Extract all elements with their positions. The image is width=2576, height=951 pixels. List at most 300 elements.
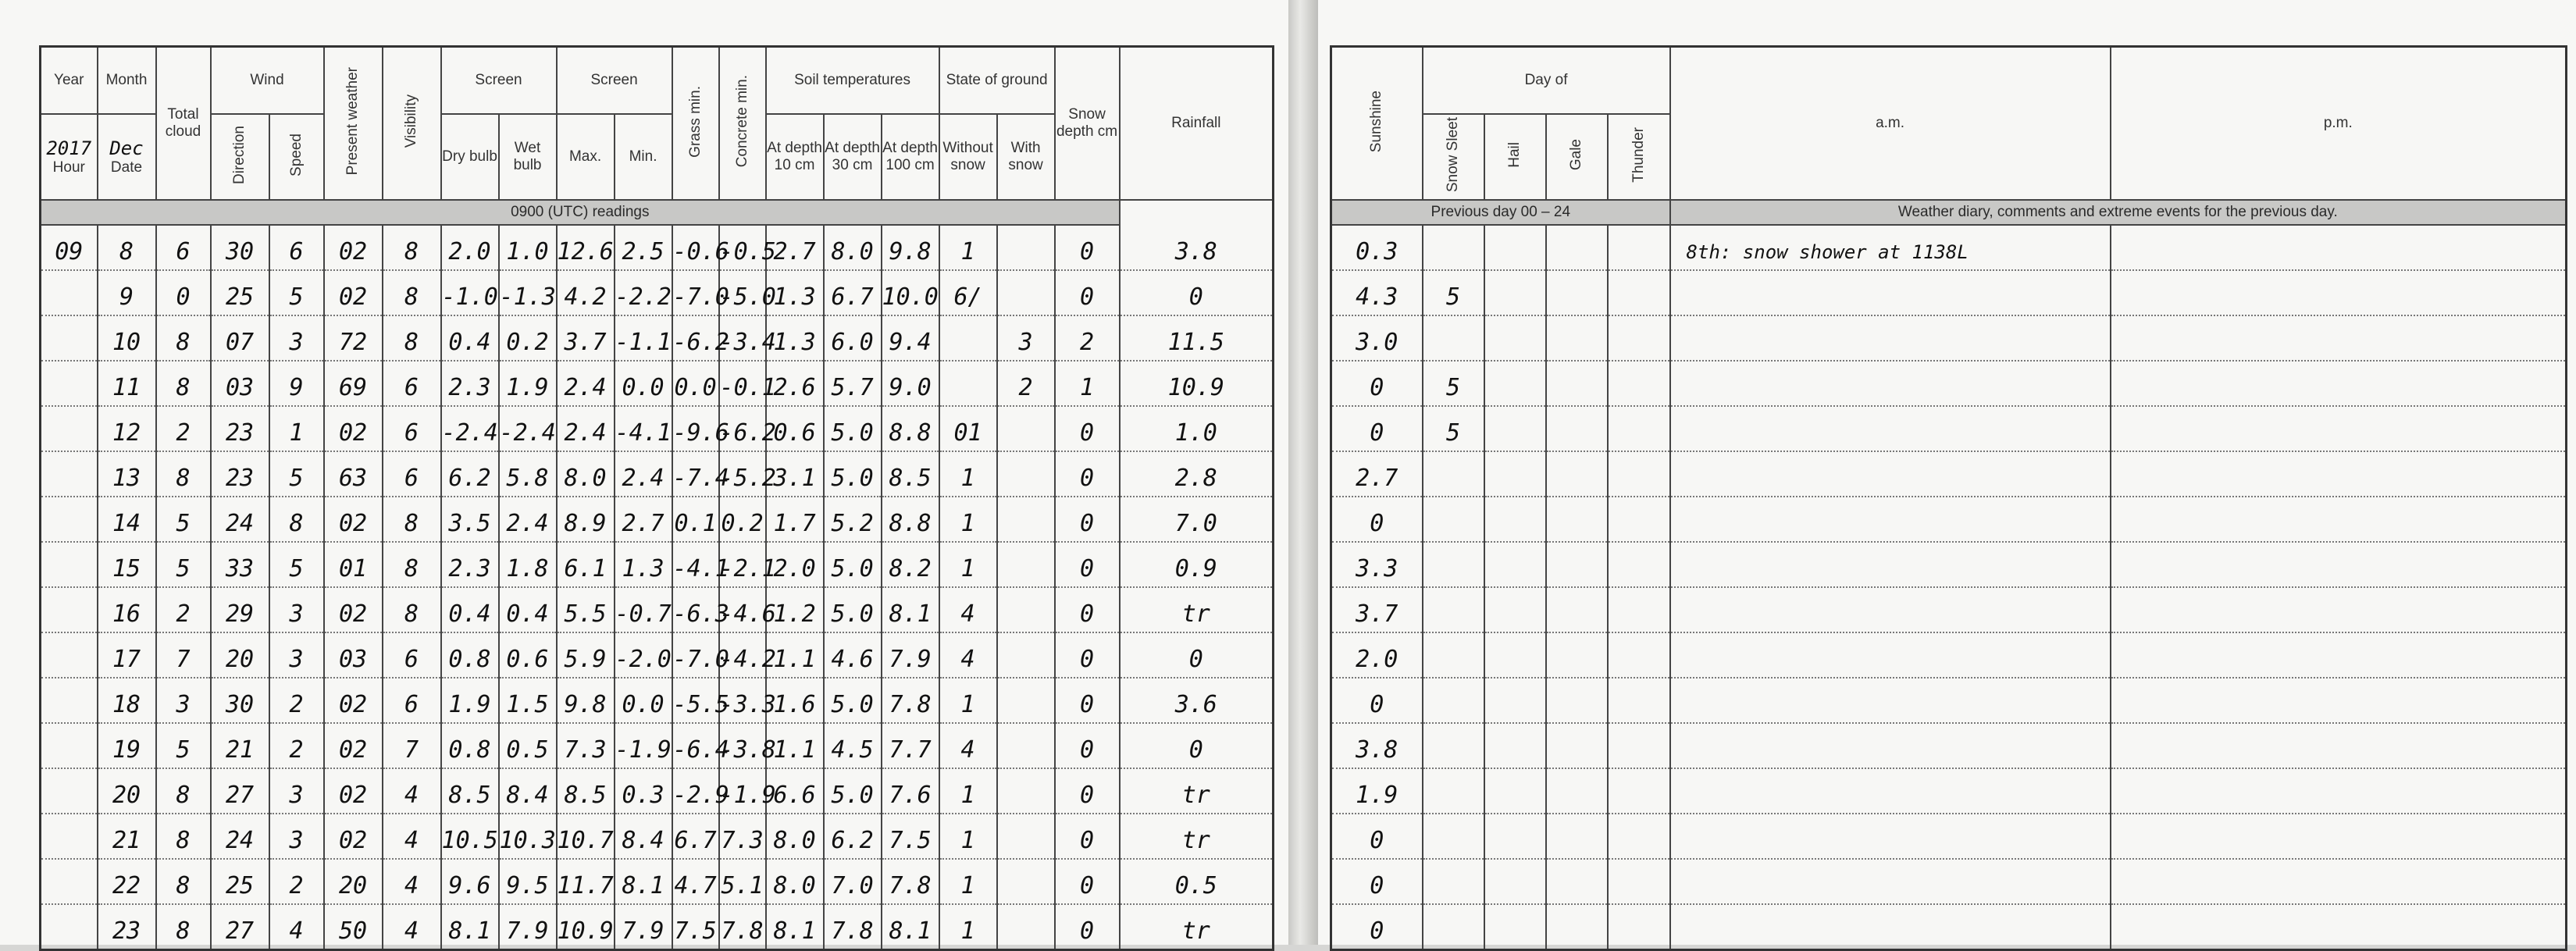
- soil-10cm-cell: [766, 859, 824, 904]
- hail-cell: [1484, 768, 1546, 814]
- present-weather-cell: [324, 361, 383, 406]
- concrete-min-value: -2.1: [719, 555, 776, 582]
- snow-sleet-cell: [1423, 632, 1484, 678]
- soil-30cm-cell: [824, 678, 882, 723]
- gale-value: [1547, 766, 1607, 768]
- am-note-cell: [1670, 451, 2111, 497]
- rainfall-value: tr: [1181, 600, 1210, 628]
- total-cloud-value: 8: [176, 827, 191, 854]
- hour-cell: [41, 225, 98, 270]
- rainfall-value: tr: [1181, 782, 1210, 809]
- ground-with-snow-cell: [997, 587, 1055, 632]
- gale-cell: [1546, 587, 1608, 632]
- snow-depth-cell: [1055, 497, 1120, 542]
- snow-sleet-cell: [1423, 678, 1484, 723]
- ground-with-snow-cell: [997, 270, 1055, 315]
- ground-without-snow-value: 1: [960, 465, 975, 492]
- hail-value: [1485, 404, 1545, 405]
- table-row: [1331, 542, 2567, 587]
- sunshine-value: 2.7: [1356, 465, 1398, 492]
- wind-speed-value: 5: [289, 283, 304, 311]
- gale-cell: [1546, 542, 1608, 587]
- dry-bulb-cell: [441, 904, 499, 950]
- wet-bulb-value: 9.5: [506, 872, 549, 899]
- gale-value: [1547, 947, 1607, 949]
- sunshine-cell: [1331, 632, 1423, 678]
- wet-bulb-value: 5.8: [506, 465, 549, 492]
- gale-cell: [1546, 361, 1608, 406]
- wind-direction-cell: [211, 768, 269, 814]
- thunder-value: [1609, 857, 1669, 858]
- wind-header: Wind: [211, 47, 324, 115]
- rainfall-value: 0.5: [1174, 872, 1217, 899]
- concrete-min-value: -4.2: [719, 646, 776, 673]
- max-value: 5.9: [564, 646, 607, 673]
- dry-bulb-value: 10.5: [441, 827, 498, 854]
- snow-depth-value: 0: [1080, 872, 1095, 899]
- min-cell: [615, 451, 672, 497]
- pm-note-cell: [2111, 315, 2567, 361]
- max-cell: [557, 225, 615, 270]
- min-value: 8.4: [622, 827, 664, 854]
- wind-direction-cell: [211, 814, 269, 859]
- dry-bulb-cell: [441, 225, 499, 270]
- table-row: [41, 361, 1274, 406]
- sunshine-cell: [1331, 497, 1423, 542]
- book-gutter: [1288, 0, 1318, 945]
- min-value: 7.9: [622, 917, 664, 945]
- date-value: 19: [112, 736, 141, 764]
- total-cloud-value: 8: [176, 782, 191, 809]
- visibility-cell: [383, 497, 441, 542]
- ground-without-snow-cell: [939, 406, 997, 451]
- present-weather-cell: [324, 632, 383, 678]
- visibility-value: 6: [404, 374, 419, 401]
- visibility-cell: [383, 587, 441, 632]
- max-cell: [557, 315, 615, 361]
- am-note-value: 8th: snow shower at 1138L: [1686, 241, 1969, 263]
- am-note-value: [1671, 630, 2110, 632]
- table-row: [1331, 859, 2567, 904]
- total-cloud-cell: [156, 361, 211, 406]
- soil-100cm-value: 8.5: [889, 465, 932, 492]
- sunshine-value: 0: [1370, 917, 1384, 945]
- soil-30cm-cell: [824, 632, 882, 678]
- wind-direction-value: 24: [225, 510, 255, 537]
- soil-30cm-value: 5.0: [831, 691, 874, 718]
- present-weather-cell: [324, 723, 383, 768]
- grass-min-value: 0.1: [674, 510, 717, 537]
- wet-bulb-value: 2.4: [506, 510, 549, 537]
- ground-with-snow-cell: [997, 904, 1055, 950]
- gale-cell: [1546, 814, 1608, 859]
- rainfall-cell: [1120, 451, 1274, 497]
- date-cell: [98, 678, 156, 723]
- min-cell: [615, 542, 672, 587]
- sunshine-cell: [1331, 678, 1423, 723]
- wet-bulb-value: 8.4: [506, 782, 549, 809]
- diary-band: Weather diary, comments and extreme events for the previous day.: [1670, 200, 2567, 225]
- soil-10cm-value: 1.3: [773, 283, 816, 311]
- concrete-min-cell: [719, 497, 766, 542]
- ground-with-snow-value: [998, 721, 1054, 722]
- dry-bulb-cell: [441, 315, 499, 361]
- ground-with-snow-value: 2: [1018, 374, 1033, 401]
- min-cell: [615, 225, 672, 270]
- day-of-header: Day of: [1423, 47, 1670, 115]
- am-note-value: [1671, 811, 2110, 813]
- max-value: 8.0: [564, 465, 607, 492]
- gale-value: [1547, 585, 1607, 586]
- concrete-min-cell: [719, 451, 776, 497]
- total-cloud-value: 0: [176, 283, 191, 311]
- visibility-value: 4: [404, 782, 419, 809]
- wet-bulb-cell: [499, 270, 557, 315]
- sunshine-value: 0.3: [1356, 238, 1398, 265]
- wind-direction-value: 29: [225, 600, 255, 628]
- soil-30cm-cell: [824, 406, 882, 451]
- am-note-cell: [1670, 406, 2111, 451]
- ground-without-snow-value: 1: [960, 510, 975, 537]
- date-value: 16: [112, 600, 141, 628]
- ground-with-snow-cell: [997, 859, 1055, 904]
- ground-without-snow-value: [940, 404, 996, 405]
- concrete-min-cell: [719, 768, 776, 814]
- date-cell: [98, 270, 156, 315]
- soil-10cm-cell: [766, 723, 824, 768]
- present-weather-cell: [324, 768, 383, 814]
- gale-value: [1547, 857, 1607, 858]
- hail-cell: [1484, 497, 1546, 542]
- dry-bulb-cell: [441, 542, 499, 587]
- snow-sleet-value: [1423, 947, 1484, 949]
- ground-without-snow-value: 1: [960, 827, 975, 854]
- present-weather-value: 02: [338, 782, 368, 809]
- visibility-cell: [383, 361, 441, 406]
- soil-30cm-cell: [824, 904, 882, 950]
- min-value: 0.0: [622, 374, 664, 401]
- thunder-cell: [1608, 406, 1670, 451]
- dry-bulb-value: 1.9: [448, 691, 491, 718]
- present-weather-cell: [324, 587, 383, 632]
- visibility-value: 4: [404, 917, 419, 945]
- hail-value: [1485, 358, 1545, 360]
- grass-min-cell: [672, 225, 729, 270]
- wind-direction-value: 27: [225, 917, 255, 945]
- rainfall-cell: [1120, 904, 1274, 950]
- soil-100cm-value: 8.8: [889, 510, 932, 537]
- rainfall-cell: [1120, 225, 1274, 270]
- max-cell: [557, 270, 615, 315]
- hail-value: [1485, 811, 1545, 813]
- am-note-value: [1671, 721, 2110, 722]
- total-cloud-cell: [156, 497, 211, 542]
- min-value: -0.7: [615, 600, 672, 628]
- thunder-cell: [1608, 678, 1670, 723]
- ground-with-snow-value: [998, 313, 1054, 315]
- am-note-cell: [1670, 361, 2111, 406]
- wet-bulb-cell: [499, 904, 557, 950]
- min-value: -2.0: [615, 646, 672, 673]
- snow-depth-value: 0: [1080, 782, 1095, 809]
- pm-note-value: [2111, 449, 2566, 451]
- wind-direction-cell: [211, 406, 269, 451]
- date-cell: [98, 859, 156, 904]
- soil-30cm-value: 6.0: [831, 329, 874, 356]
- max-value: 10.7: [557, 827, 614, 854]
- visibility-value: 6: [404, 691, 419, 718]
- gale-cell: [1546, 315, 1608, 361]
- sunshine-cell: [1331, 723, 1423, 768]
- gale-cell: [1546, 632, 1608, 678]
- max-value: 3.7: [564, 329, 607, 356]
- rainfall-cell: [1120, 678, 1274, 723]
- hour-cell: [41, 406, 98, 451]
- dry-bulb-cell: [441, 361, 499, 406]
- pm-note-cell: [2111, 451, 2567, 497]
- wind-speed-cell: [269, 723, 324, 768]
- visibility-value: 6: [404, 465, 419, 492]
- am-note-value: [1671, 902, 2110, 903]
- max-value: 2.4: [564, 419, 607, 447]
- snow-depth-value: 0: [1080, 283, 1095, 311]
- grass-min-value: -6.4: [672, 736, 729, 764]
- wet-bulb-cell: [499, 587, 557, 632]
- min-value: -1.1: [615, 329, 672, 356]
- grass-min-value: 7.5: [674, 917, 717, 945]
- snow-sleet-header: Snow Sleet: [1423, 114, 1484, 200]
- sunshine-value: 2.0: [1356, 646, 1398, 673]
- ground-with-snow-value: [998, 947, 1054, 949]
- min-cell: [615, 859, 672, 904]
- table-row: [1331, 904, 2567, 950]
- total-cloud-value: 5: [176, 736, 191, 764]
- visibility-value: 8: [404, 600, 419, 628]
- pm-note-value: [2111, 675, 2566, 677]
- rainfall-header: Rainfall: [1120, 47, 1274, 201]
- date-cell: [98, 451, 156, 497]
- rainfall-cell: [1120, 406, 1274, 451]
- wet-bulb-value: 1.0: [506, 238, 549, 265]
- wind-speed-cell: [269, 542, 324, 587]
- max-value: 12.6: [557, 238, 614, 265]
- soil-100cm-value: 8.2: [889, 555, 932, 582]
- max-cell: [557, 542, 615, 587]
- ground-without-snow-cell: [939, 361, 997, 406]
- dry-bulb-value: 0.8: [448, 646, 491, 673]
- ground-without-snow-cell: [939, 587, 997, 632]
- thunder-cell: [1608, 587, 1670, 632]
- grass-min-value: 4.7: [674, 872, 717, 899]
- wind-speed-header: Speed: [269, 114, 324, 200]
- am-note-cell: [1670, 904, 2111, 950]
- ground-without-snow-cell: [939, 632, 997, 678]
- snow-sleet-value: [1423, 540, 1484, 541]
- sunshine-value: 0: [1370, 827, 1384, 854]
- hail-cell: [1484, 814, 1546, 859]
- gale-value: [1547, 313, 1607, 315]
- grass-min-value: -7.0: [672, 646, 729, 673]
- total-cloud-header: Total cloud: [156, 47, 211, 201]
- pm-header: p.m.: [2111, 47, 2567, 201]
- table-row: [1331, 406, 2567, 451]
- concrete-min-header: Concrete min.: [719, 47, 766, 201]
- dry-bulb-header: Dry bulb: [441, 114, 499, 200]
- visibility-cell: [383, 451, 441, 497]
- hour-cell: [41, 587, 98, 632]
- pm-note-value: [2111, 630, 2566, 632]
- ground-without-snow-value: 1: [960, 238, 975, 265]
- wet-bulb-value: -2.4: [499, 419, 556, 447]
- visibility-cell: [383, 768, 441, 814]
- wind-speed-value: 1: [289, 419, 304, 447]
- soil-30cm-cell: [824, 270, 882, 315]
- soil-100cm-cell: [882, 859, 939, 904]
- ground-without-snow-cell: [939, 225, 997, 270]
- thunder-cell: [1608, 723, 1670, 768]
- soil-10cm-value: 2.6: [773, 374, 816, 401]
- snow-sleet-value: 5: [1445, 419, 1461, 447]
- thunder-cell: [1608, 270, 1670, 315]
- sunshine-value: 3.8: [1356, 736, 1398, 764]
- hail-value: [1485, 947, 1545, 949]
- max-cell: [557, 587, 615, 632]
- table-row: [1331, 225, 2567, 270]
- visibility-cell: [383, 678, 441, 723]
- dry-bulb-cell: [441, 587, 499, 632]
- ground-with-snow-cell: [997, 315, 1055, 361]
- hour-cell: [41, 361, 98, 406]
- wind-speed-value: 3: [289, 782, 304, 809]
- grass-min-value: -6.2: [672, 329, 729, 356]
- hail-cell: [1484, 225, 1546, 270]
- rainfall-cell: [1120, 270, 1274, 315]
- present-weather-value: 02: [338, 510, 368, 537]
- rainfall-cell: [1120, 859, 1274, 904]
- max-cell: [557, 859, 615, 904]
- thunder-value: [1609, 449, 1669, 451]
- snow-sleet-value: [1423, 721, 1484, 722]
- table-row: [1331, 497, 2567, 542]
- pm-note-cell: [2111, 768, 2567, 814]
- max-value: 5.5: [564, 600, 607, 628]
- present-weather-value: 01: [338, 555, 368, 582]
- hour-cell: [41, 859, 98, 904]
- hour-cell: [41, 632, 98, 678]
- hour-cell: [41, 451, 98, 497]
- snow-depth-cell: [1055, 542, 1120, 587]
- soil-30cm-cell: [824, 859, 882, 904]
- table-row: [41, 451, 1274, 497]
- present-weather-value: 50: [338, 917, 368, 945]
- present-weather-cell: [324, 497, 383, 542]
- wind-direction-value: 25: [225, 872, 255, 899]
- present-weather-value: 69: [338, 374, 368, 401]
- date-value: 11: [112, 374, 141, 401]
- present-weather-value: 02: [338, 600, 368, 628]
- total-cloud-value: 8: [176, 465, 191, 492]
- ground-with-snow-cell: [997, 225, 1055, 270]
- min-value: 0.0: [622, 691, 664, 718]
- max-value: 11.7: [557, 872, 614, 899]
- without-snow-header: Without snow: [939, 114, 997, 200]
- snow-sleet-cell: [1423, 225, 1484, 270]
- snow-sleet-value: [1423, 811, 1484, 813]
- wind-direction-cell: [211, 632, 269, 678]
- grass-min-cell: [672, 451, 729, 497]
- max-value: 9.8: [564, 691, 607, 718]
- grass-min-cell: [672, 587, 729, 632]
- max-value: 10.9: [557, 917, 614, 945]
- screen-header: Screen: [441, 47, 557, 115]
- sunshine-cell: [1331, 315, 1423, 361]
- soil-10cm-cell: [766, 406, 824, 451]
- pm-note-value: [2111, 811, 2566, 813]
- pm-note-cell: [2111, 406, 2567, 451]
- wind-speed-value: 5: [289, 465, 304, 492]
- am-note-cell: [1670, 768, 2111, 814]
- thunder-value: [1609, 902, 1669, 903]
- thunder-cell: [1608, 768, 1670, 814]
- am-note-value: [1671, 540, 2110, 541]
- depth-30cm-header: At depth 30 cm: [824, 114, 882, 200]
- soil-10cm-cell: [766, 225, 824, 270]
- total-cloud-cell: [156, 678, 211, 723]
- wet-bulb-cell: [499, 859, 557, 904]
- wind-direction-value: 30: [225, 691, 255, 718]
- sunshine-cell: [1331, 406, 1423, 451]
- total-cloud-cell: [156, 315, 211, 361]
- thunder-value: [1609, 630, 1669, 632]
- soil-30cm-value: 5.0: [831, 465, 874, 492]
- wind-speed-value: 8: [289, 510, 304, 537]
- grass-min-value: -0.6: [672, 238, 729, 265]
- total-cloud-value: 2: [176, 600, 191, 628]
- table-row: [1331, 632, 2567, 678]
- wind-direction-value: 33: [225, 555, 255, 582]
- wind-direction-value: 25: [225, 283, 255, 311]
- wet-bulb-value: 7.9: [506, 917, 549, 945]
- sunshine-cell: [1331, 587, 1423, 632]
- ground-with-snow-value: [998, 857, 1054, 858]
- wet-bulb-cell: [499, 768, 557, 814]
- dry-bulb-value: 2.3: [448, 555, 491, 582]
- snow-sleet-value: [1423, 358, 1484, 360]
- depth-10cm-header: At depth 10 cm: [766, 114, 824, 200]
- gale-cell: [1546, 723, 1608, 768]
- thunder-value: [1609, 358, 1669, 360]
- snow-sleet-cell: [1423, 768, 1484, 814]
- visibility-cell: [383, 904, 441, 950]
- year-header: Year: [41, 47, 98, 115]
- date-cell: [98, 632, 156, 678]
- ground-with-snow-cell: [997, 361, 1055, 406]
- concrete-min-value: -0.1: [719, 374, 776, 401]
- soil-100cm-cell: [882, 451, 939, 497]
- ground-with-snow-cell: [997, 406, 1055, 451]
- month-header: Month: [98, 47, 156, 115]
- soil-10cm-cell: [766, 632, 824, 678]
- visibility-value: 8: [404, 238, 419, 265]
- soil-100cm-value: 7.9: [889, 646, 932, 673]
- soil-10cm-value: 1.2: [773, 600, 816, 628]
- soil-30cm-value: 5.7: [831, 374, 874, 401]
- pm-note-cell: [2111, 270, 2567, 315]
- pm-note-value: [2111, 494, 2566, 496]
- soil-30cm-value: 4.5: [831, 736, 874, 764]
- soil-10cm-cell: [766, 542, 824, 587]
- soil-10cm-cell: [766, 678, 824, 723]
